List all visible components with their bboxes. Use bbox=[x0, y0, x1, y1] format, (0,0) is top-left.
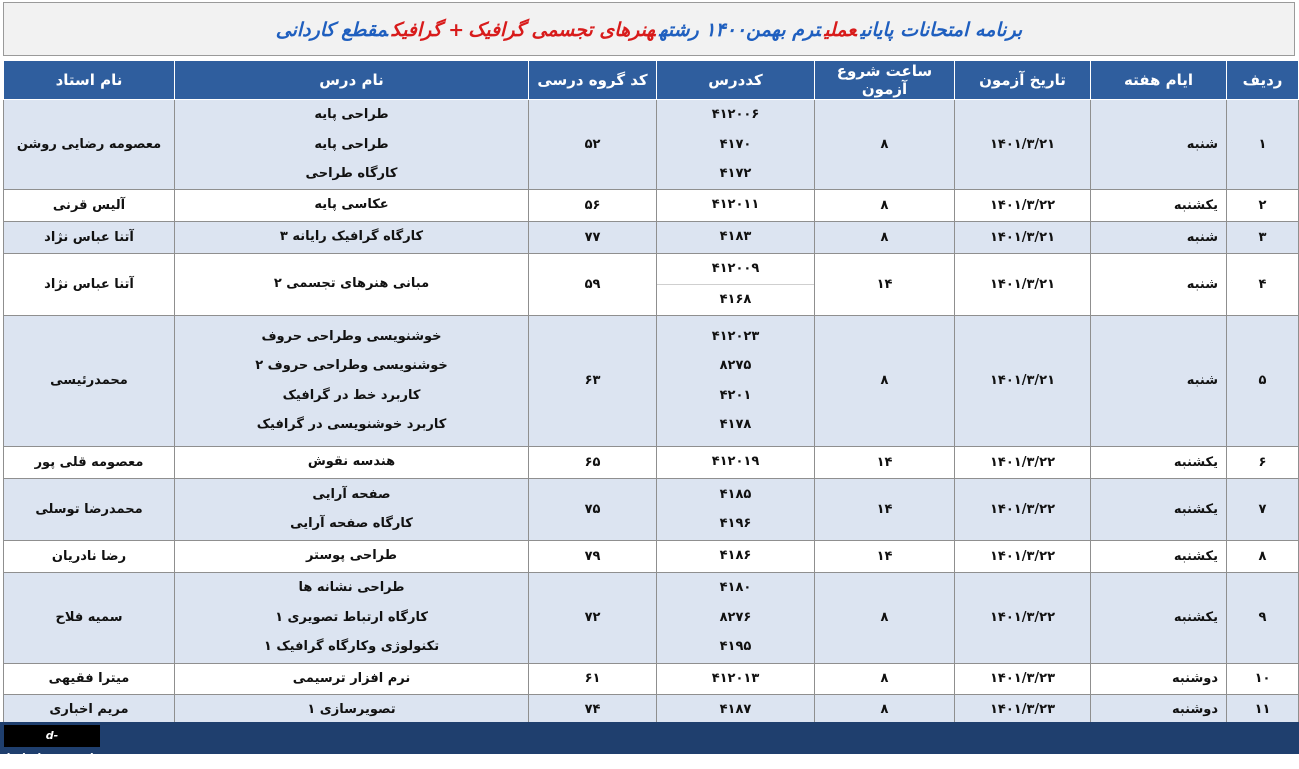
exam-schedule-table bbox=[3, 60, 1299, 726]
course-name-cell bbox=[175, 253, 529, 315]
course-name-cell-line: طراحی پایه bbox=[314, 136, 389, 152]
course-code-cell bbox=[657, 100, 815, 190]
course-name-cell-line: طراحی پایه bbox=[314, 107, 389, 122]
course-code-cell-line: ۴۱۸۶ bbox=[719, 548, 752, 564]
day-cell: شنبه bbox=[1091, 253, 1227, 315]
group-code-cell: ۵۲ bbox=[529, 100, 657, 190]
course-code-cell-line: ۸۲۷۶ bbox=[719, 609, 752, 625]
teacher-cell: رضا نادریان bbox=[4, 540, 175, 572]
row-number-cell: ۱۰ bbox=[1227, 663, 1299, 694]
course-name-cell-line: عکاسی پایه bbox=[314, 197, 389, 213]
row-number-cell: ۲ bbox=[1227, 189, 1299, 221]
date-cell: ۱۴۰۱/۳/۲۳ bbox=[955, 694, 1091, 725]
course-code-cell-line: ۴۱۷۸ bbox=[719, 417, 752, 432]
table-row bbox=[4, 446, 1299, 478]
course-code-cell-line: ۴۱۸۳ bbox=[719, 229, 752, 245]
title-segment: + گرافیک bbox=[391, 19, 465, 41]
header-day: ایام هفته bbox=[1091, 61, 1227, 100]
date-cell: ۱۴۰۱/۳/۲۲ bbox=[955, 446, 1091, 478]
teacher-cell: آتنا عباس نژاد bbox=[4, 253, 175, 315]
date-cell: ۱۴۰۱/۳/۲۲ bbox=[955, 572, 1091, 663]
header-course-code: کددرس bbox=[657, 61, 815, 100]
course-name-cell-line: طراحی نشانه ها bbox=[298, 580, 405, 596]
course-code-cell bbox=[657, 221, 815, 253]
course-name-cell bbox=[175, 315, 529, 446]
course-code-cell-line: ۸۲۷۵ bbox=[719, 358, 752, 373]
row-number-cell: ۶ bbox=[1227, 446, 1299, 478]
teacher-cell: سمیه فلاح bbox=[4, 572, 175, 663]
row-number-cell: ۱ bbox=[1227, 100, 1299, 190]
course-code-cell-line: ۴۱۲۰۰۹ bbox=[711, 261, 760, 276]
header-group-code: کد گروه درسی bbox=[529, 61, 657, 100]
start-time-cell: ۸ bbox=[815, 315, 955, 446]
course-code-cell-line: ۴۱۹۵ bbox=[719, 639, 752, 655]
title-segment: ترم بهمن۱۴۰۰ رشته bbox=[659, 19, 821, 41]
footer-logo: d-babol.nus.ac.ir bbox=[4, 725, 100, 747]
table-row bbox=[4, 663, 1299, 694]
row-number-cell: ۸ bbox=[1227, 540, 1299, 572]
day-cell: شنبه bbox=[1091, 100, 1227, 190]
table-body bbox=[4, 100, 1299, 726]
start-time-cell: ۱۴ bbox=[815, 540, 955, 572]
header-course-name: نام درس bbox=[175, 61, 529, 100]
teacher-cell: محمدرئیسی bbox=[4, 315, 175, 446]
teacher-cell: معصومه قلی پور bbox=[4, 446, 175, 478]
course-code-cell-line: ۴۱۷۰ bbox=[719, 136, 752, 152]
header-start-time: ساعت شروع آزمون bbox=[815, 61, 955, 100]
day-cell: یکشنبه bbox=[1091, 446, 1227, 478]
course-name-cell bbox=[175, 100, 529, 190]
group-code-cell: ۵۹ bbox=[529, 253, 657, 315]
table-row bbox=[4, 540, 1299, 572]
course-code-cell bbox=[657, 663, 815, 694]
course-code-cell-line: ۴۱۲۰۱۱ bbox=[711, 197, 760, 213]
day-cell: یکشنبه bbox=[1091, 478, 1227, 540]
title-segment: مقطع کاردانی bbox=[275, 19, 388, 41]
row-number-cell: ۱۱ bbox=[1227, 694, 1299, 725]
header-row-number: ردیف bbox=[1227, 61, 1299, 100]
course-code-cell bbox=[657, 189, 815, 221]
header-teacher: نام استاد bbox=[4, 61, 175, 100]
day-cell: یکشنبه bbox=[1091, 572, 1227, 663]
course-name-cell bbox=[175, 572, 529, 663]
course-code-cell-line: ۴۱۲۰۱۹ bbox=[711, 454, 760, 470]
course-name-cell-line: تکنولوژی وکارگاه گرافیک ۱ bbox=[263, 639, 440, 655]
course-code-cell bbox=[657, 540, 815, 572]
start-time-cell: ۸ bbox=[815, 572, 955, 663]
course-name-cell-line: صفحه آرایی bbox=[312, 486, 391, 502]
course-name-cell-line: خوشنویسی وطراحی حروف bbox=[261, 328, 442, 344]
day-cell: دوشنبه bbox=[1091, 663, 1227, 694]
teacher-cell: محمدرضا توسلی bbox=[4, 478, 175, 540]
course-code-cell-line: ۴۱۲۰۱۳ bbox=[711, 670, 760, 686]
table-row bbox=[4, 100, 1299, 190]
group-code-cell: ۶۱ bbox=[529, 663, 657, 694]
course-name-cell-line: تصویرسازی ۱ bbox=[307, 701, 396, 717]
start-time-cell: ۸ bbox=[815, 663, 955, 694]
table-row bbox=[4, 253, 1299, 315]
group-code-cell: ۶۵ bbox=[529, 446, 657, 478]
course-name-cell-line: کارگاه گرافیک رایانه ۳ bbox=[279, 229, 424, 245]
table-row bbox=[4, 572, 1299, 663]
start-time-cell: ۸ bbox=[815, 100, 955, 190]
course-code-cell-line: ۴۱۷۲ bbox=[719, 166, 752, 181]
course-name-cell-line: طراحی پوستر bbox=[305, 548, 398, 564]
course-name-cell-line: کارگاه طراحی bbox=[305, 166, 398, 181]
course-name-cell-line: خوشنویسی وطراحی حروف ۲ bbox=[255, 358, 448, 373]
course-name-cell-line: کاربرد خط در گرافیک bbox=[282, 387, 421, 403]
footer-bar bbox=[0, 722, 1299, 754]
row-number-cell: ۳ bbox=[1227, 221, 1299, 253]
course-name-cell-line: هندسه نقوش bbox=[307, 454, 396, 470]
table-row bbox=[4, 189, 1299, 221]
course-code-cell bbox=[657, 572, 815, 663]
title-segment: عملی bbox=[824, 19, 857, 41]
group-code-cell: ۷۷ bbox=[529, 221, 657, 253]
course-code-cell-line: ۴۱۸۵ bbox=[719, 486, 752, 502]
course-code-cell-line: ۴۱۸۰ bbox=[719, 580, 752, 596]
start-time-cell: ۱۴ bbox=[815, 478, 955, 540]
course-name-cell-line: کاربرد خوشنویسی در گرافیک bbox=[256, 417, 447, 432]
course-name-cell bbox=[175, 694, 529, 725]
teacher-cell: میترا فقیهی bbox=[4, 663, 175, 694]
course-code-cell-line: ۴۱۲۰۰۶ bbox=[711, 107, 760, 122]
course-name-cell-line: کارگاه ارتباط تصویری ۱ bbox=[275, 609, 428, 625]
course-code-cell bbox=[657, 478, 815, 540]
course-code-cell bbox=[657, 694, 815, 725]
row-number-cell: ۵ bbox=[1227, 315, 1299, 446]
teacher-cell: آلیس قرنی bbox=[4, 189, 175, 221]
course-name-cell bbox=[175, 663, 529, 694]
group-code-cell: ۶۳ bbox=[529, 315, 657, 446]
row-number-cell: ۷ bbox=[1227, 478, 1299, 540]
page-title bbox=[3, 2, 1295, 56]
group-code-cell: ۷۵ bbox=[529, 478, 657, 540]
start-time-cell: ۱۴ bbox=[815, 253, 955, 315]
teacher-cell: آتنا عباس نژاد bbox=[4, 221, 175, 253]
start-time-cell: ۸ bbox=[815, 694, 955, 725]
course-name-cell bbox=[175, 189, 529, 221]
course-name-cell bbox=[175, 478, 529, 540]
start-time-cell: ۱۴ bbox=[815, 446, 955, 478]
date-cell: ۱۴۰۱/۳/۲۱ bbox=[955, 100, 1091, 190]
table-row bbox=[4, 221, 1299, 253]
date-cell: ۱۴۰۱/۳/۲۲ bbox=[955, 540, 1091, 572]
course-code-cell bbox=[657, 446, 815, 478]
group-code-cell: ۷۲ bbox=[529, 572, 657, 663]
group-code-cell: ۵۶ bbox=[529, 189, 657, 221]
course-code-cell-line: ۴۱۲۰۲۳ bbox=[711, 328, 760, 344]
table-header-row bbox=[4, 61, 1299, 100]
course-name-cell bbox=[175, 540, 529, 572]
table-row bbox=[4, 694, 1299, 725]
date-cell: ۱۴۰۱/۳/۲۲ bbox=[955, 478, 1091, 540]
title-segment: برنامه امتحانات پایانی bbox=[860, 19, 1023, 41]
table-row bbox=[4, 315, 1299, 446]
date-cell: ۱۴۰۱/۳/۲۱ bbox=[955, 253, 1091, 315]
date-cell: ۱۴۰۱/۳/۲۲ bbox=[955, 189, 1091, 221]
date-cell: ۱۴۰۱/۳/۲۱ bbox=[955, 315, 1091, 446]
title-segment: هنرهای تجسمی گرافیک bbox=[468, 19, 656, 41]
row-number-cell: ۴ bbox=[1227, 253, 1299, 315]
teacher-cell: مریم اخباری bbox=[4, 694, 175, 725]
day-cell: شنبه bbox=[1091, 315, 1227, 446]
teacher-cell: معصومه رضایی روشن bbox=[4, 100, 175, 190]
table-row bbox=[4, 478, 1299, 540]
date-cell: ۱۴۰۱/۳/۲۳ bbox=[955, 663, 1091, 694]
course-code-cell-line: ۴۱۶۸ bbox=[657, 284, 814, 315]
course-code-cell bbox=[657, 315, 815, 446]
group-code-cell: ۷۴ bbox=[529, 694, 657, 725]
course-code-cell bbox=[657, 253, 815, 315]
row-number-cell: ۹ bbox=[1227, 572, 1299, 663]
course-code-cell-line: ۴۱۸۷ bbox=[719, 701, 752, 717]
course-name-cell-line: نرم افزار ترسیمی bbox=[292, 670, 411, 686]
day-cell: یکشنبه bbox=[1091, 189, 1227, 221]
start-time-cell: ۸ bbox=[815, 189, 955, 221]
start-time-cell: ۸ bbox=[815, 221, 955, 253]
header-date: تاریخ آزمون bbox=[955, 61, 1091, 100]
course-name-cell-line: مبانی هنرهای تجسمی ۲ bbox=[273, 276, 430, 292]
day-cell: یکشنبه bbox=[1091, 540, 1227, 572]
course-name-cell bbox=[175, 446, 529, 478]
date-cell: ۱۴۰۱/۳/۲۱ bbox=[955, 221, 1091, 253]
course-name-cell-line: کارگاه صفحه آرایی bbox=[290, 516, 413, 531]
course-name-cell bbox=[175, 221, 529, 253]
group-code-cell: ۷۹ bbox=[529, 540, 657, 572]
course-code-cell-line: ۴۲۰۱ bbox=[719, 387, 752, 403]
day-cell: دوشنبه bbox=[1091, 694, 1227, 725]
day-cell: شنبه bbox=[1091, 221, 1227, 253]
course-code-cell-line: ۴۱۹۶ bbox=[719, 516, 752, 531]
